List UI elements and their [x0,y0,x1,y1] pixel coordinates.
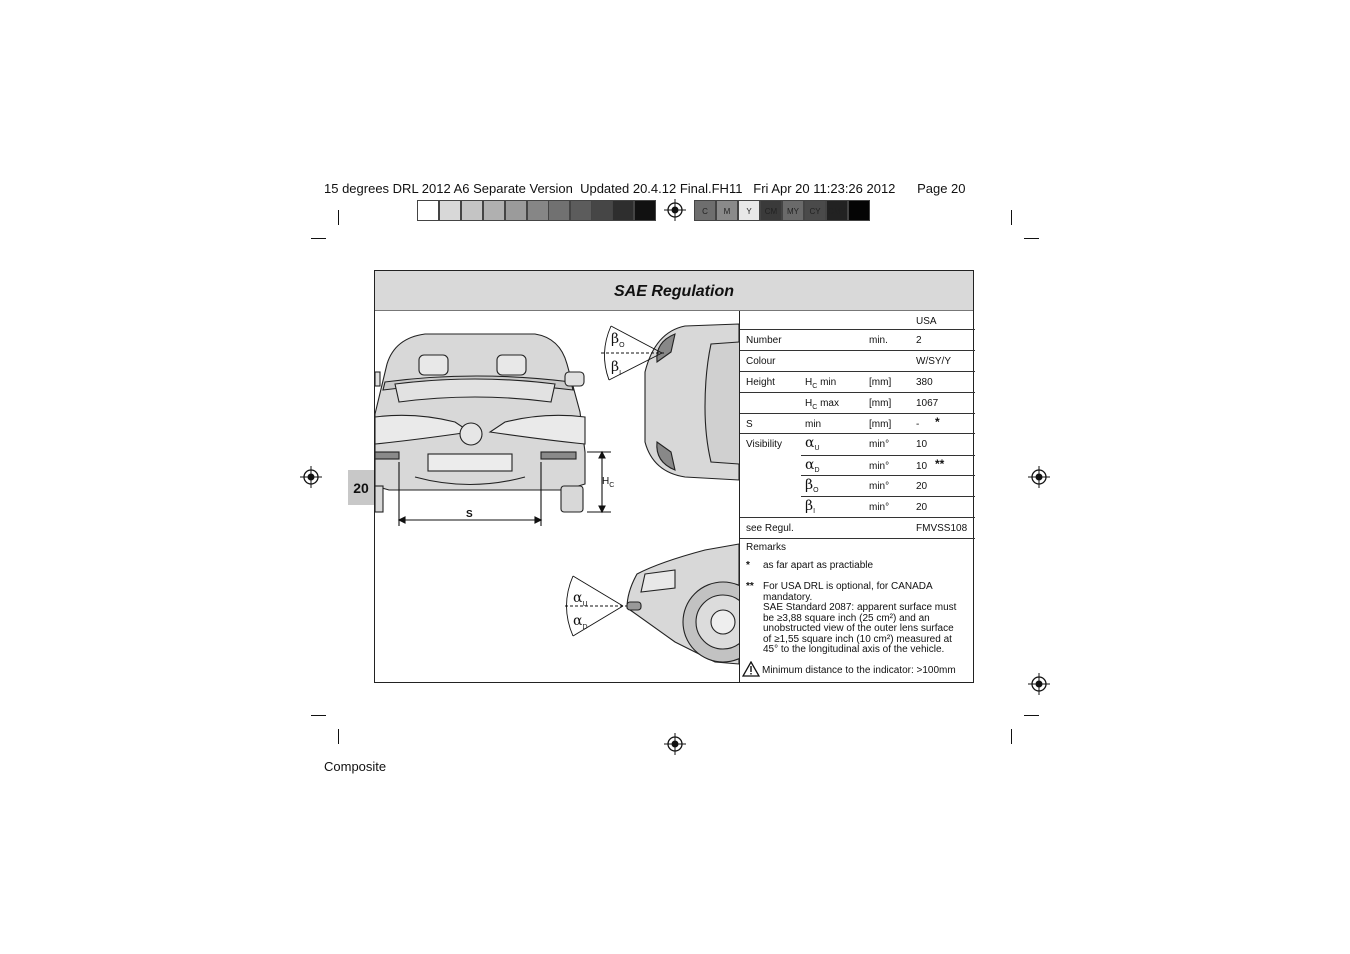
hc-min-unit: [mm] [869,377,892,388]
hc-subscript: C [609,482,615,489]
alpha-d-unit: min° [869,461,890,472]
gray-swatch [417,200,439,221]
hc-max-param [805,398,839,411]
table-row-visibility-bottom [740,497,801,518]
see-regul-value: FMVSS108 [916,523,968,534]
alpha-d-label [573,612,588,631]
beta-o-symbol: β [611,331,620,347]
table-header-row [740,311,975,330]
visibility-label: Visibility [746,439,782,450]
alpha-d-value: 10 [916,461,928,472]
hc-max-symbol: H [805,398,813,409]
remark-1-text: as far apart as practiable [763,560,874,571]
hc-min-subscript: C [812,383,818,390]
beta-i-symbol: β [611,359,620,375]
cmyk-swatch: CY [804,200,826,221]
cmyk-swatch: CM [760,200,782,221]
s-value: - [916,419,920,430]
page-number-tab: 20 [348,470,374,505]
alpha-u-param-subscript: U [814,445,820,452]
cmyk-swatch: C [694,200,716,221]
table-row-height-max [740,393,975,414]
remarks-heading: Remarks [746,542,787,553]
beta-i-param [805,498,815,515]
number-unit: min. [869,335,888,346]
hc-symbol: H [602,476,610,487]
gray-swatch [461,200,483,221]
car-front-illustration [375,334,585,512]
alpha-d-note-marker: ** [935,457,945,471]
alpha-d-subscript: D [582,624,588,632]
height-label: Height [746,377,775,388]
beta-o-subscript: O [619,342,625,350]
colour-label: Colour [746,356,776,367]
hc-max-unit: [mm] [869,398,892,409]
column-header-usa: USA [916,316,937,327]
cmyk-swatch: Y [738,200,760,221]
gray-swatch [591,200,613,221]
beta-i-label [611,358,621,377]
gray-swatch [483,200,505,221]
hc-min-suffix: min [817,377,837,388]
remark-2-line: For USA DRL is optional, for CANADA [763,581,933,592]
s-param: min [805,419,822,430]
remark-2-line: 45° to the longitudinal axis of the vehicle. [763,644,945,655]
cmyk-swatch: M [716,200,738,221]
print-footer: Composite [324,759,387,774]
alpha-d-param-subscript: D [814,467,820,474]
hc-min-value: 380 [916,377,933,388]
registration-mark-icon [1028,466,1050,488]
gray-swatch [527,200,549,221]
alpha-d-symbol: α [573,613,583,629]
gray-swatch [439,200,461,221]
table-row-see-regul [740,518,975,539]
alpha-u-symbol: α [573,590,583,606]
beta-i-subscript: I [619,370,622,378]
car-sideview-illustration [627,544,739,664]
dimension-s-label: S [466,509,473,520]
table-row-alpha-d [801,455,975,476]
alpha-u-subscript: U [582,601,588,609]
beta-o-param-subscript: O [813,487,819,494]
crop-mark [338,210,339,225]
beta-i-value: 20 [916,502,928,513]
crop-mark [1011,729,1012,744]
crop-mark [1011,210,1012,225]
table-row-number [740,330,975,351]
crop-mark [311,715,326,716]
registration-mark-icon [664,199,686,221]
alpha-u-param-symbol: α [805,435,815,451]
colour-value: W/SY/Y [916,356,952,367]
table-row-colour [740,351,975,372]
s-label: S [746,419,753,430]
number-value: 2 [916,335,922,346]
warning-text: Minimum distance to the indicator: >100mm [762,665,956,676]
crop-mark [338,729,339,744]
registration-mark-icon [300,466,322,488]
beta-o-label [611,330,625,349]
remark-2-text [763,582,956,656]
beta-i-unit: min° [869,502,890,513]
see-regul-label: see Regul. [746,523,794,534]
gray-swatch [505,200,527,221]
s-unit: [mm] [869,419,892,430]
remark-2-line: be ≥3,88 square inch (25 cm²) and an [763,612,930,624]
remark-1-marker: * [746,560,750,571]
vehicle-diagram [375,312,739,682]
alpha-u-value: 10 [916,439,928,450]
gray-swatch [548,200,570,221]
alpha-u-unit: min° [869,439,890,450]
alpha-d-param-symbol: α [805,457,815,473]
page-title: SAE Regulation [613,283,734,300]
beta-i-param-subscript: I [813,508,816,515]
remark-2-line: of ≥1,55 square inch (10 cm²) measured at [763,633,952,645]
number-label: Number [746,335,782,346]
gray-swatch [634,200,656,221]
beta-o-param [805,477,819,494]
hc-max-value: 1067 [916,398,939,409]
warning-triangle-icon [742,661,760,677]
cmyk-swatch: MY [782,200,804,221]
s-note-marker: * [935,415,940,429]
beta-o-unit: min° [869,481,890,492]
table-row-beta-o [801,476,975,497]
hc-min-symbol: H [805,377,813,388]
alpha-u-label [573,589,588,608]
beta-i-param-symbol: β [805,498,814,514]
crop-mark [1024,238,1039,239]
hc-max-suffix: max [817,398,839,409]
table-row-beta-i [801,497,975,518]
remark-2-line: unobstructed view of the outer lens surface [763,623,954,634]
car-topview-illustration [645,324,739,480]
cmyk-swatch [848,200,870,221]
table-row-s [740,414,975,434]
dimension-hc-label [602,476,614,489]
crop-mark [311,238,326,239]
remark-2-line: SAE Standard 2087: apparent surface must [763,602,957,613]
alpha-u-param [805,435,820,452]
beta-o-value: 20 [916,481,928,492]
alpha-d-param [805,457,820,474]
gray-swatch [570,200,592,221]
hc-min-param [805,377,836,390]
remark-2-line: mandatory. [763,591,813,603]
cmyk-swatch: CMY [826,200,848,221]
table-row-alpha-u [740,434,975,455]
table-row-height-min [740,372,975,393]
remark-2-marker: ** [746,581,754,592]
beta-o-param-symbol: β [805,477,814,493]
gray-swatch [612,200,634,221]
registration-mark-icon [664,733,686,755]
spec-table [739,311,974,683]
hc-max-subscript: C [812,404,818,411]
crop-mark [1024,715,1039,716]
print-header: 15 degrees DRL 2012 A6 Separate Version Updated 20.4.12 Final.FH11 Fri Apr 20 11:23:26 2012 Page 20 [324,181,966,196]
registration-mark-icon [1028,673,1050,695]
